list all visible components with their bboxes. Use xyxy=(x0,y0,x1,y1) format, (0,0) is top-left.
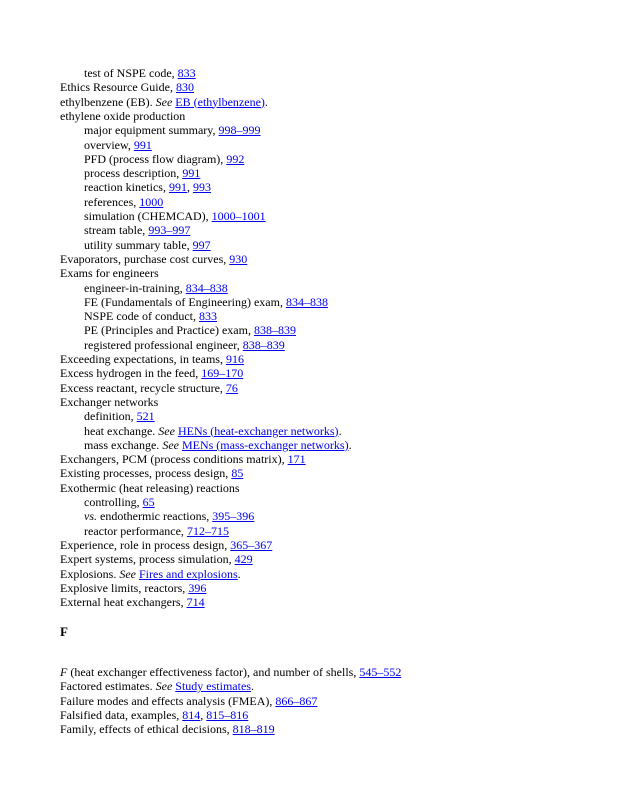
entry-text: , xyxy=(186,180,193,195)
page-reference-link[interactable]: 993–997 xyxy=(148,223,191,238)
entry-text: endothermic reactions, xyxy=(97,509,213,524)
entry-text: External heat exchangers, xyxy=(60,595,187,610)
index-entry xyxy=(60,552,253,566)
entry-text: engineer-in-training, xyxy=(84,280,186,295)
italic-text: See xyxy=(162,437,179,452)
entry-text: . xyxy=(250,679,254,694)
index-entry xyxy=(60,466,243,480)
index-entry xyxy=(60,665,401,679)
entry-text: Failure modes and effects analysis (FMEA), xyxy=(60,693,276,708)
entry-text: definition, xyxy=(84,409,137,424)
entry-text: Exams for engineers xyxy=(60,266,159,281)
entry-text: . xyxy=(237,566,241,581)
entry-text: Exchangers, PCM (process conditions matrix), xyxy=(60,452,288,467)
entry-text: . xyxy=(348,437,352,452)
page-reference-link[interactable]: 1000–1001 xyxy=(211,209,266,223)
page-reference-link[interactable]: 838–839 xyxy=(253,323,296,338)
entry-text: Existing processes, process design, xyxy=(60,466,232,481)
page-reference-link[interactable]: 998–999 xyxy=(218,123,261,138)
index-subentry xyxy=(84,180,211,194)
index-subentry xyxy=(84,138,152,152)
page-reference-link[interactable]: EB (ethylbenzene) xyxy=(175,94,265,109)
index-subentry xyxy=(84,152,244,166)
page-reference-link[interactable]: 997 xyxy=(192,237,211,252)
page-reference-link[interactable]: 365–367 xyxy=(230,537,273,552)
entry-text: . xyxy=(264,94,268,109)
entry-text: heat exchange. xyxy=(84,423,159,438)
index-entry xyxy=(60,366,243,380)
entry-text: Exothermic (heat releasing) reactions xyxy=(60,480,240,495)
entry-text: simulation (CHEMCAD), xyxy=(84,209,212,223)
entry-text: FE (Fundamentals of Engineering) exam, xyxy=(84,294,286,309)
page-reference-link[interactable]: 1000 xyxy=(139,194,164,209)
index-entry xyxy=(60,722,275,736)
index-subentry xyxy=(84,338,285,352)
index-entry xyxy=(60,252,247,266)
page-reference-link[interactable]: 545–552 xyxy=(359,665,402,679)
index-subentry xyxy=(84,495,155,509)
page-reference-link[interactable]: 521 xyxy=(136,409,155,424)
page-reference-link[interactable]: 429 xyxy=(234,552,253,567)
page-reference-link[interactable]: 65 xyxy=(142,495,155,509)
entry-text: utility summary table, xyxy=(84,237,193,252)
index-subentry xyxy=(84,123,261,137)
page-reference-link[interactable]: 171 xyxy=(287,452,306,467)
index-subentry xyxy=(84,281,228,295)
index-entry xyxy=(60,395,158,409)
page-reference-link[interactable]: Study estimates xyxy=(175,679,251,694)
entry-text: mass exchange. xyxy=(84,437,163,452)
entry-text: Explosive limits, reactors, xyxy=(60,580,189,595)
page-reference-link[interactable]: 838–839 xyxy=(242,337,285,352)
entry-text: Evaporators, purchase cost curves, xyxy=(60,251,230,266)
page-reference-link[interactable]: 712–715 xyxy=(186,523,229,538)
index-entry xyxy=(60,352,244,366)
italic-text: F xyxy=(60,665,68,679)
index-entry xyxy=(60,595,205,609)
page-reference-link[interactable]: 814 xyxy=(182,707,201,722)
italic-text: See xyxy=(158,423,175,438)
index-entry xyxy=(60,381,238,395)
italic-text: vs. xyxy=(84,509,97,524)
index-subentry xyxy=(84,166,200,180)
index-entry xyxy=(60,481,240,495)
page-reference-link[interactable]: 991 xyxy=(182,166,201,181)
entry-text: registered professional engineer, xyxy=(84,337,243,352)
entry-text: Exchanger networks xyxy=(60,394,159,409)
page-reference-link[interactable]: 930 xyxy=(229,251,248,266)
italic-text: See xyxy=(119,566,136,581)
index-subentry xyxy=(84,195,163,209)
index-subentry xyxy=(84,238,211,252)
index-entry xyxy=(60,694,317,708)
page-reference-link[interactable]: 993 xyxy=(192,180,211,195)
entry-text: Exceeding expectations, in teams, xyxy=(60,352,226,366)
entry-text: (heat exchanger effectiveness factor), and number of shells, xyxy=(67,665,360,679)
entry-text: reaction kinetics, xyxy=(84,180,169,195)
index-subentry xyxy=(84,209,266,223)
index-subentry xyxy=(84,309,217,323)
entry-text: PE (Principles and Practice) exam, xyxy=(84,323,254,338)
entry-text: NSPE code of conduct, xyxy=(84,309,199,324)
index-entry xyxy=(60,679,254,693)
index-entry xyxy=(60,95,268,109)
page-reference-link[interactable]: 395–396 xyxy=(212,509,255,524)
index-subentry xyxy=(84,524,229,538)
index-entry xyxy=(60,109,185,123)
entry-text: process description, xyxy=(84,166,183,181)
page-reference-link[interactable]: 916 xyxy=(225,352,244,366)
entry-text: Excess hydrogen in the feed, xyxy=(60,366,202,381)
entry-text: ethylene oxide production xyxy=(60,108,186,123)
index-entry xyxy=(60,708,248,722)
entry-text: reactor performance, xyxy=(84,523,187,538)
entry-text: ethylbenzene (EB). xyxy=(60,94,156,109)
page-reference-link[interactable]: 991 xyxy=(168,180,187,195)
page-reference-link[interactable]: 991 xyxy=(133,137,152,152)
index-entry xyxy=(60,80,194,94)
italic-text: See xyxy=(155,679,173,694)
entry-text: PFD (process flow diagram), xyxy=(84,151,227,166)
entry-text: stream table, xyxy=(84,223,149,238)
index-subentry xyxy=(84,223,190,237)
entry-text: Factored estimates. xyxy=(60,679,156,694)
entry-text: overview, xyxy=(84,137,134,152)
page-reference-link[interactable]: MENs (mass-exchanger networks) xyxy=(181,437,349,452)
entry-text: Experience, role in process design, xyxy=(60,537,231,552)
entry-text: Excess reactant, recycle structure, xyxy=(60,380,226,395)
page-reference-link[interactable]: 833 xyxy=(177,66,196,80)
index-subentry xyxy=(84,438,352,452)
page-reference-link[interactable]: 714 xyxy=(186,595,205,610)
page-reference-link[interactable]: 169–170 xyxy=(201,366,244,381)
index-entry xyxy=(60,567,241,581)
entry-text: test of NSPE code, xyxy=(84,66,178,80)
entry-text: Expert systems, process simulation, xyxy=(60,552,235,567)
index-entry xyxy=(60,266,159,280)
index-subentry xyxy=(84,323,296,337)
page-reference-link[interactable]: 815–816 xyxy=(206,707,249,722)
entry-text: Ethics Resource Guide, xyxy=(60,80,176,95)
index-subentry xyxy=(84,509,254,523)
page-reference-link[interactable]: 992 xyxy=(226,151,245,166)
page-reference-link[interactable]: Fires and explosions xyxy=(139,566,238,581)
page-reference-link[interactable]: 833 xyxy=(198,309,217,324)
page-reference-link[interactable]: 76 xyxy=(225,380,238,395)
page-reference-link[interactable]: 834–838 xyxy=(185,280,228,295)
entry-text: Family, effects of ethical decisions, xyxy=(60,722,233,737)
page-reference-link[interactable]: 396 xyxy=(188,580,207,595)
index-entry xyxy=(60,452,306,466)
index-subentry xyxy=(84,66,196,80)
entry-text: Explosions. xyxy=(60,566,120,581)
section-heading-f: F xyxy=(60,624,68,639)
entry-text: , xyxy=(200,707,207,722)
entry-text: major equipment summary, xyxy=(84,123,219,138)
index-subentry xyxy=(84,409,155,423)
page-reference-link[interactable]: 866–867 xyxy=(275,693,318,708)
page-reference-link[interactable]: 85 xyxy=(231,466,244,481)
entry-text: references, xyxy=(84,194,140,209)
page-reference-link[interactable]: HENs (heat-exchanger networks) xyxy=(177,423,339,438)
index-entry xyxy=(60,538,272,552)
page-reference-link[interactable]: 818–819 xyxy=(232,722,275,737)
page-reference-link[interactable]: 830 xyxy=(175,80,194,95)
italic-text: See xyxy=(155,94,173,109)
entry-text: controlling, xyxy=(84,495,143,509)
entry-text: Falsified data, examples, xyxy=(60,707,183,722)
index-subentry xyxy=(84,424,342,438)
index-entry xyxy=(60,581,206,595)
entry-text: . xyxy=(338,423,342,438)
index-subentry xyxy=(84,295,328,309)
page-reference-link[interactable]: 834–838 xyxy=(285,294,328,309)
